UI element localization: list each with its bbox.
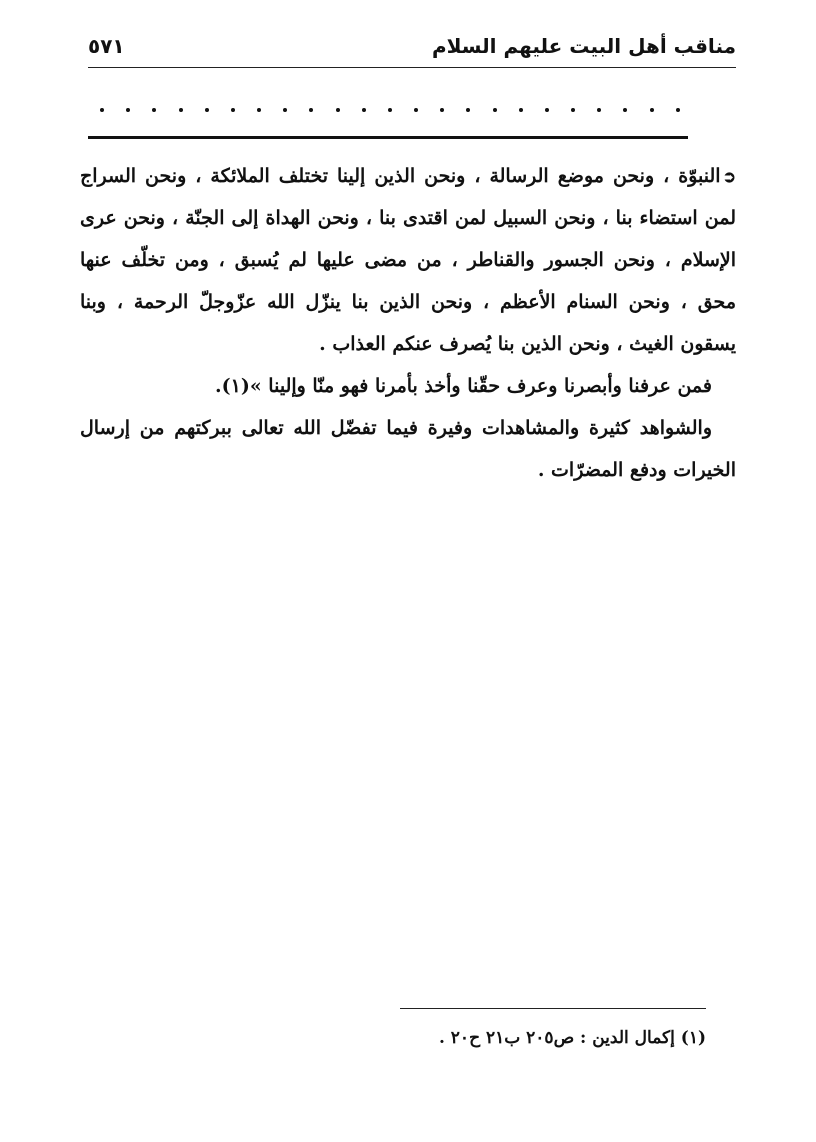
footnote: (١) إكمال الدين : ص٢٠٥ ب٢١ ح٢٠ .: [438, 1028, 706, 1048]
ornament-dot: [440, 108, 444, 112]
ornament-dot: [100, 108, 104, 112]
ornament-dot: [650, 108, 654, 112]
footnote-rule: [400, 1008, 706, 1009]
ornament-dot: [231, 108, 235, 112]
main-text: [80, 155, 736, 491]
text-line-6: فمن عرفنا وأبصرنا وعرف حقّنا وأخذ بأمرنا فهو منّا وإلينا »(١).: [215, 375, 712, 397]
text-line-5: يسقون الغيث ، ونحن الذين بنا يُصرف عنكم العذاب .: [319, 333, 736, 355]
continuation-arrow-icon: ➲: [722, 167, 736, 186]
text-line-8: الخيرات ودفع المضرّات .: [537, 459, 736, 481]
ornament-dot: [283, 108, 287, 112]
ornament-dot: [179, 108, 183, 112]
ornament-dot: [257, 108, 261, 112]
ornament-dot: [205, 108, 209, 112]
ornament-dot: [388, 108, 392, 112]
ornament-dot: [597, 108, 601, 112]
ornament-dot: [519, 108, 523, 112]
ornament-dot: [152, 108, 156, 112]
text-line-1: [80, 155, 736, 197]
ornament-dot: [126, 108, 130, 112]
ornament-dot: [336, 108, 340, 112]
ornament-dot: [309, 108, 313, 112]
text-line-3: الإسلام ، ونحن الجسور والقناطر ، من مضى عليها لم يُسبق ، ومن تخلّف عنها: [80, 249, 736, 271]
text-line-2: لمن استضاء بنا ، ونحن السبيل لمن اقتدى بنا ، ونحن الهداة إلى الجنّة ، ونحن عرى: [80, 207, 736, 229]
ornament-rule: [88, 136, 688, 139]
ornament-dot: [493, 108, 497, 112]
header-rule: [88, 67, 736, 68]
text-line-7: والشواهد كثيرة والمشاهدات وفيرة فيما تفضّل الله تعالى ببركتهم من إرسال: [80, 417, 712, 439]
text-line-1-content: النبوّة ، ونحن موضع الرسالة ، ونحن الذين إلينا تختلف الملائكة ، ونحن السراج: [80, 165, 721, 187]
ornament-dot: [676, 108, 680, 112]
ornament-dot: [466, 108, 470, 112]
page-number: ٥٧١: [88, 34, 125, 58]
ornament-dot: [571, 108, 575, 112]
text-line-4: محق ، ونحن السنام الأعظم ، ونحن الذين بنا ينزّل الله عزّوجلّ الرحمة ، وبنا: [80, 291, 736, 313]
header-title: مناقب أهل البيت عليهم السلام: [431, 34, 736, 58]
ornament-dot: [623, 108, 627, 112]
ornament-dot: [362, 108, 366, 112]
running-header: [88, 30, 736, 66]
ornament-dot: [545, 108, 549, 112]
dotted-ornament: [100, 100, 680, 120]
ornament-dot: [414, 108, 418, 112]
